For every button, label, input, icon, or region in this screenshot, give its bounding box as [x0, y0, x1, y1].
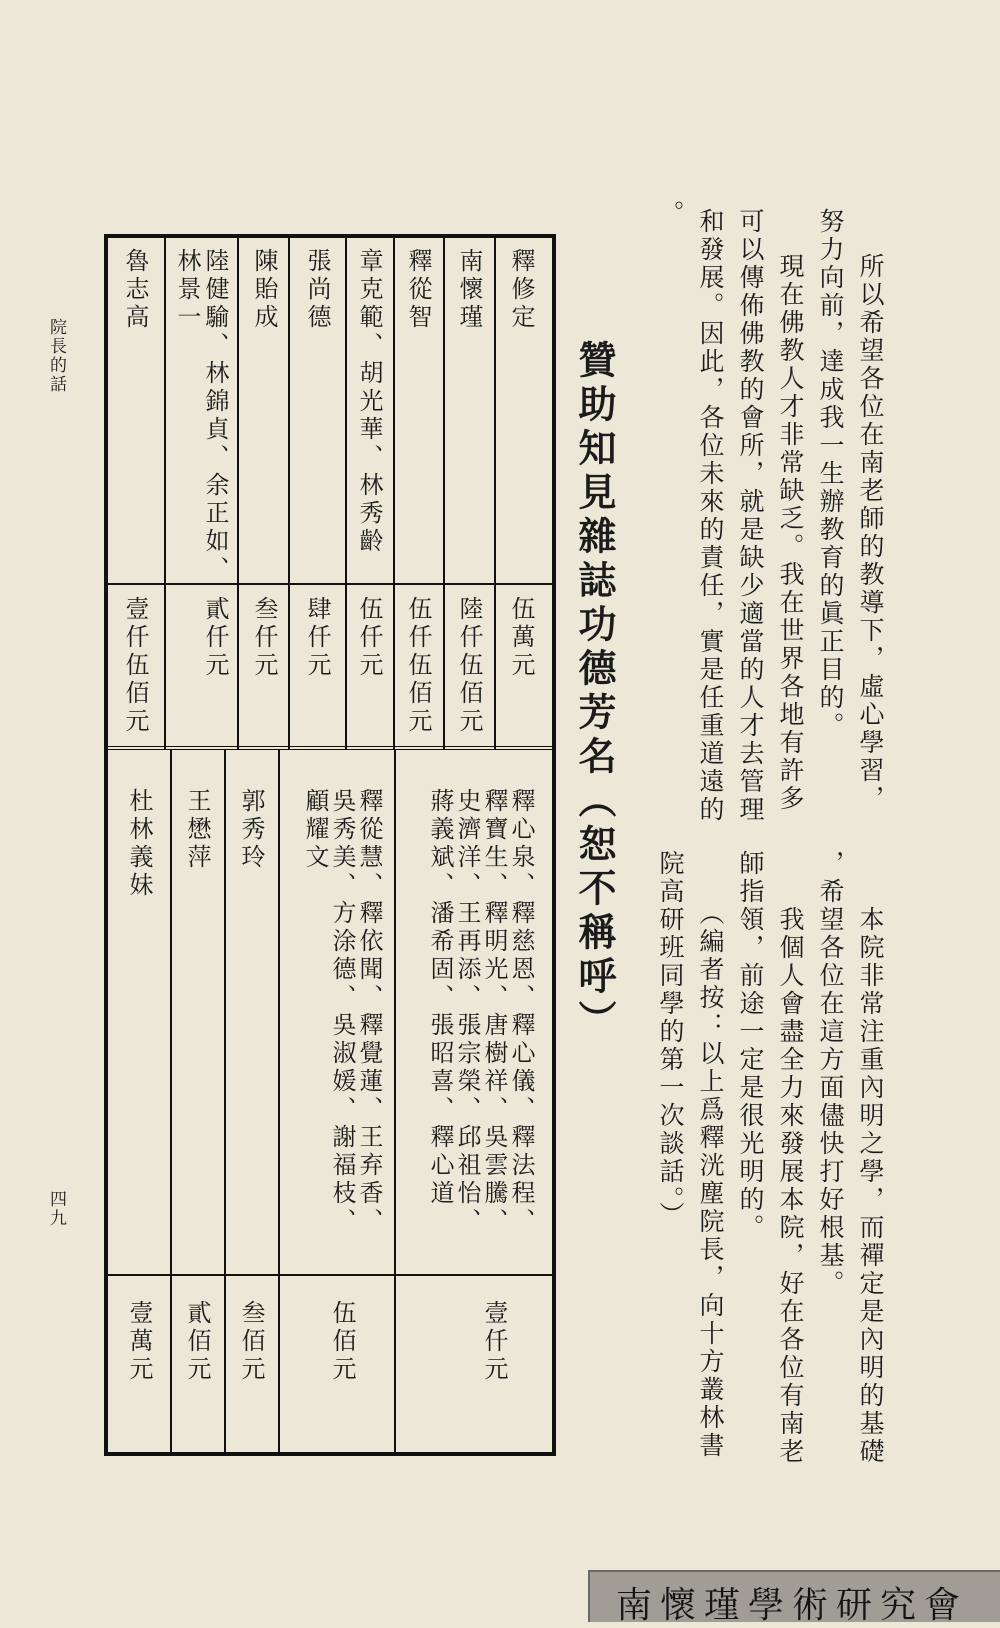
- text-column: 院高研班同學的第一次談話。）: [656, 850, 685, 1230]
- donor-names: 釋從智: [404, 248, 432, 332]
- donor-names: 釋心泉、釋慈恩、釋心儀、釋法程、: [507, 788, 535, 1236]
- column-divider: [443, 238, 445, 750]
- donation-amount: 肆仟元: [303, 596, 331, 680]
- donation-amount: 叁仟元: [250, 596, 278, 680]
- donation-amount: 伍萬元: [507, 596, 535, 680]
- donation-table: [104, 234, 556, 1456]
- column-divider: [278, 750, 280, 1456]
- donor-names: 杜林義妹: [125, 788, 153, 900]
- text-column: 現在佛教人才非常缺乏。我在世界各地有許多: [776, 253, 805, 813]
- donation-amount: 陸仟伍佰元: [455, 596, 483, 736]
- donor-names: 吳秀美、方涂德、吳淑媛、謝福枝、: [328, 788, 356, 1236]
- text-column: 所以希望各位在南老師的教導下，虛心學習，: [856, 253, 885, 813]
- text-column: ，希望各位在這方面儘快打好根基。: [816, 850, 845, 1298]
- watermark-banner: [588, 1570, 1000, 1626]
- column-divider: [288, 238, 290, 750]
- page-number: 四九: [46, 1190, 66, 1228]
- donation-title: 贊助知見雜誌功德芳名（恕不稱呼）: [572, 340, 617, 1044]
- donation-amount: 貳仟元: [201, 596, 229, 680]
- column-divider: [170, 750, 172, 1456]
- text-column: （編者按：以上爲釋洸塵院長，向十方叢林書: [696, 900, 725, 1460]
- donor-names: 蔣義斌、潘希固、張昭喜、釋心道: [426, 788, 454, 1208]
- donation-amount: 壹仟伍佰元: [121, 596, 149, 736]
- donor-names: 郭秀玲: [237, 788, 265, 872]
- donation-amount: 貳佰元: [183, 1300, 211, 1384]
- column-divider: [224, 750, 226, 1456]
- column-divider: [164, 238, 166, 750]
- donor-names: 張尚德: [303, 248, 331, 332]
- donation-amount: 壹仟元: [480, 1300, 508, 1384]
- column-divider: [237, 238, 239, 750]
- donor-names: 釋寶生、釋明光、唐樹祥、吳雲騰、: [480, 788, 508, 1236]
- text-column: 師指領，前途一定是很光明的。: [736, 850, 765, 1242]
- text-column: 本院非常注重內明之學，而禪定是內明的基礎: [856, 906, 885, 1466]
- text-column: 努力向前，達成我一生辦教育的眞正目的。: [816, 208, 845, 740]
- donation-amount: 伍仟元: [355, 596, 383, 680]
- section-divider: [108, 746, 552, 750]
- donor-names: 陸健騟、林錦貞、余正如、: [201, 248, 229, 584]
- donation-amount: 伍佰元: [328, 1300, 356, 1384]
- text-column: 和發展。因此，各位未來的責任，實是任重道遠的: [696, 208, 725, 824]
- donor-names: 王懋萍: [183, 788, 211, 872]
- text-column: 我個人會盡全力來發展本院，好在各位有南老: [776, 906, 805, 1466]
- column-divider: [345, 238, 347, 750]
- donor-names: 史濟洋、王再添、張宗榮、邱祖怡、: [453, 788, 481, 1236]
- donor-names: 釋從慧、釋依聞、釋覺蓮、王弃香、: [355, 788, 383, 1236]
- donor-names: 陳貽成: [250, 248, 278, 332]
- watermark-text: 南懷瑾學術研究會: [616, 1585, 969, 1626]
- running-header: 院長的話: [46, 318, 66, 394]
- donor-names: 魯志高: [121, 248, 149, 332]
- donation-amount: 壹萬元: [125, 1300, 153, 1384]
- column-divider: [494, 238, 496, 750]
- donation-amount: 伍仟伍佰元: [404, 596, 432, 736]
- donor-names: 章克範、胡光華、林秀齡: [355, 248, 383, 556]
- column-divider: [394, 750, 396, 1456]
- donor-names: 顧耀文: [301, 788, 329, 872]
- text-column: 可以傳佈佛教的會所，就是缺少適當的人才去管理: [736, 208, 765, 824]
- donor-names: 南懷瑾: [455, 248, 483, 332]
- donation-amount: 叁佰元: [237, 1300, 265, 1384]
- donor-names: 林景一: [173, 248, 201, 332]
- amount-divider: [108, 583, 552, 585]
- text-column: 。: [656, 200, 685, 228]
- column-divider: [393, 238, 395, 750]
- donor-names: 釋修定: [507, 248, 535, 332]
- amount-divider: [108, 1274, 552, 1276]
